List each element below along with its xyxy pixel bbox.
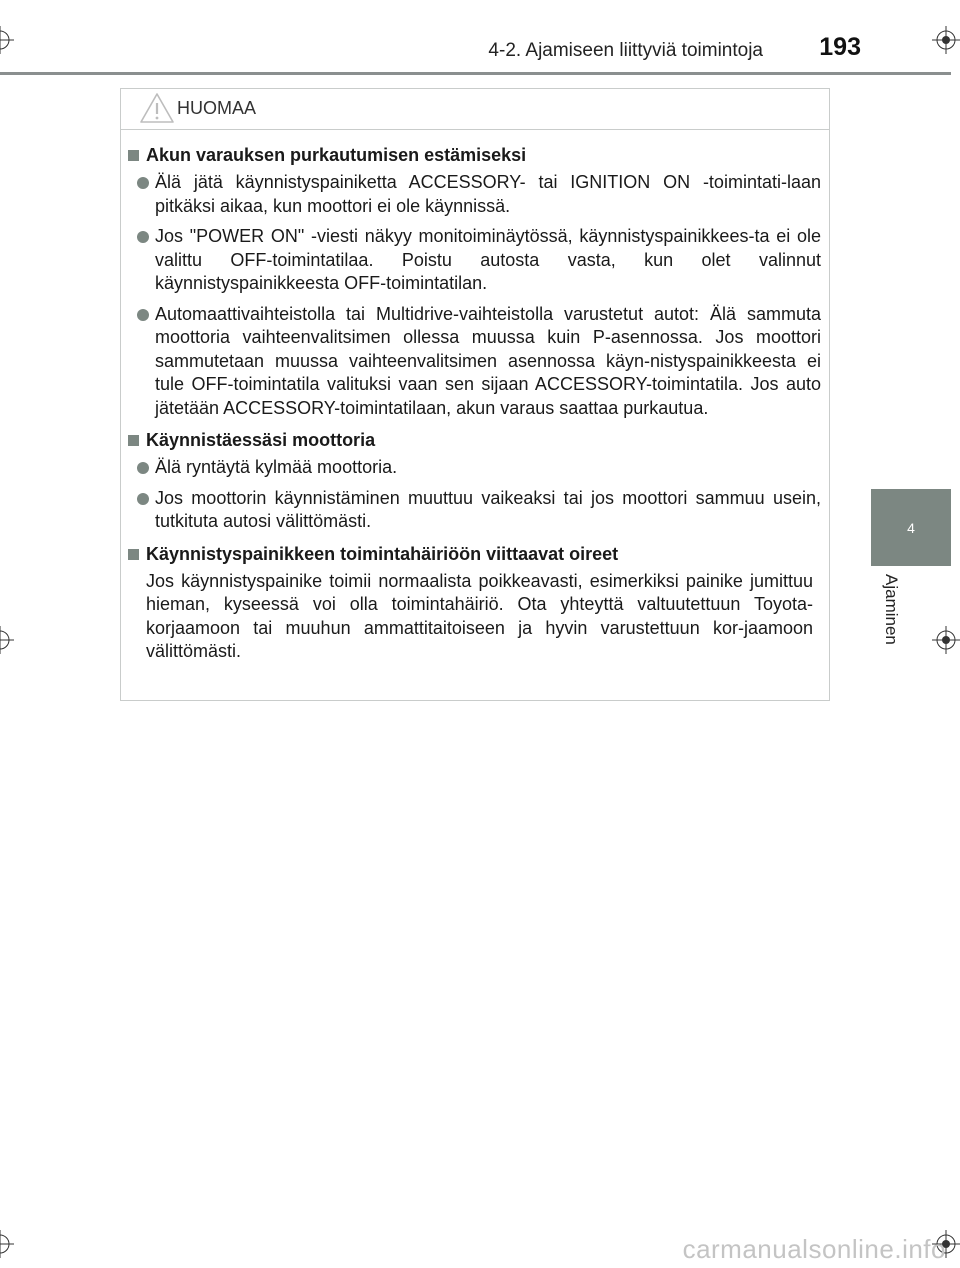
warning-triangle-icon bbox=[139, 92, 175, 124]
square-bullet-icon bbox=[128, 435, 139, 446]
notice-section-starting bbox=[128, 427, 821, 534]
notice-header bbox=[121, 89, 829, 130]
crop-mark-top-right bbox=[932, 26, 960, 54]
notice-body bbox=[121, 130, 829, 664]
round-bullet-icon bbox=[137, 177, 149, 189]
crop-mark-middle-right bbox=[932, 626, 960, 654]
section-title: 4-2. Ajamiseen liittyviä toimintoja bbox=[488, 40, 763, 61]
list-item bbox=[128, 487, 821, 534]
list-item-text: Automaattivaihteistolla tai Multidrive-vaihteistolla varustetut autot: Älä sammuta moottoria vaihteenvalitsimen ollessa muussa kuin P-asennossa. Jos moottori sammutetaan muussa vaihteenvalitsimen asennossa käyn-nistyspainikkeesta ei tule OFF-toimintatila valituksi vaan sen sijaan ACCESSORY-toimintatila. Jos auto jätetään ACCESSORY-toimintatilaan, akun varaus saattaa purkautua. bbox=[155, 303, 821, 418]
list-item-text: Jos "POWER ON" -viesti näkyy monitoiminäytössä, käynnistyspainikkees-ta ei ole valittu OFF-toimintatilaa. Poistu autosta vasta, kun olet valinnut käynnistyspainikkeesta OFF-toimintatilan. bbox=[155, 226, 821, 293]
page-number: 193 bbox=[819, 33, 861, 61]
crop-mark-middle-left bbox=[0, 626, 14, 654]
section-heading bbox=[128, 541, 821, 567]
chapter-tab bbox=[871, 489, 951, 566]
section-heading bbox=[128, 142, 821, 168]
list-item-text: Jos moottorin käynnistäminen muuttuu vaikeaksi tai jos moottori sammuu usein, tutkituta autosi välittömästi. bbox=[155, 487, 821, 531]
round-bullet-icon bbox=[137, 462, 149, 474]
notice-title: HUOMAA bbox=[177, 98, 257, 118]
watermark: carmanualsonline.info bbox=[682, 1234, 946, 1264]
crop-mark-bottom-left bbox=[0, 1230, 14, 1258]
notice-section-battery bbox=[128, 142, 821, 420]
section-paragraph: Jos käynnistyspainike toimii normaalista poikkeavasti, esimerkiksi painike jumittuu hieman, kyseessä voi olla toimintahäiriö. Ota yhteyttä valtuutettuun Toyota-korjaamoon tai muuhun ammattitaitoiseen ja hyvin varustettuun kor-jaamoon välittömästi. bbox=[146, 570, 813, 661]
crop-mark-top-left bbox=[0, 26, 14, 54]
section-heading bbox=[128, 427, 821, 453]
chapter-number: 4 bbox=[907, 519, 915, 536]
section-heading-text: Käynnistäessäsi moottoria bbox=[146, 430, 376, 450]
square-bullet-icon bbox=[128, 150, 139, 161]
header-rule bbox=[0, 72, 951, 75]
square-bullet-icon bbox=[128, 549, 139, 560]
list-item bbox=[128, 456, 821, 480]
section-heading-text: Käynnistyspainikkeen toimintahäiriöön viittaavat oireet bbox=[146, 543, 619, 564]
round-bullet-icon bbox=[137, 231, 149, 243]
round-bullet-icon bbox=[137, 309, 149, 321]
list-item bbox=[128, 303, 821, 421]
notice-section-malfunction bbox=[128, 541, 821, 664]
list-item-text: Älä ryntäytä kylmää moottoria. bbox=[155, 457, 398, 477]
list-item-text: Älä jätä käynnistyspainiketta ACCESSORY- tai IGNITION ON -toimintati-laan pitkäksi aikaa, kun moottori ei ole käynnissä. bbox=[155, 172, 821, 216]
round-bullet-icon bbox=[137, 493, 149, 505]
section-heading-text: Akun varauksen purkautumisen estämiseksi bbox=[146, 145, 527, 165]
list-item bbox=[128, 225, 821, 296]
list-item bbox=[128, 171, 821, 218]
chapter-label: Ajaminen bbox=[882, 574, 901, 645]
notice-box bbox=[120, 88, 830, 701]
